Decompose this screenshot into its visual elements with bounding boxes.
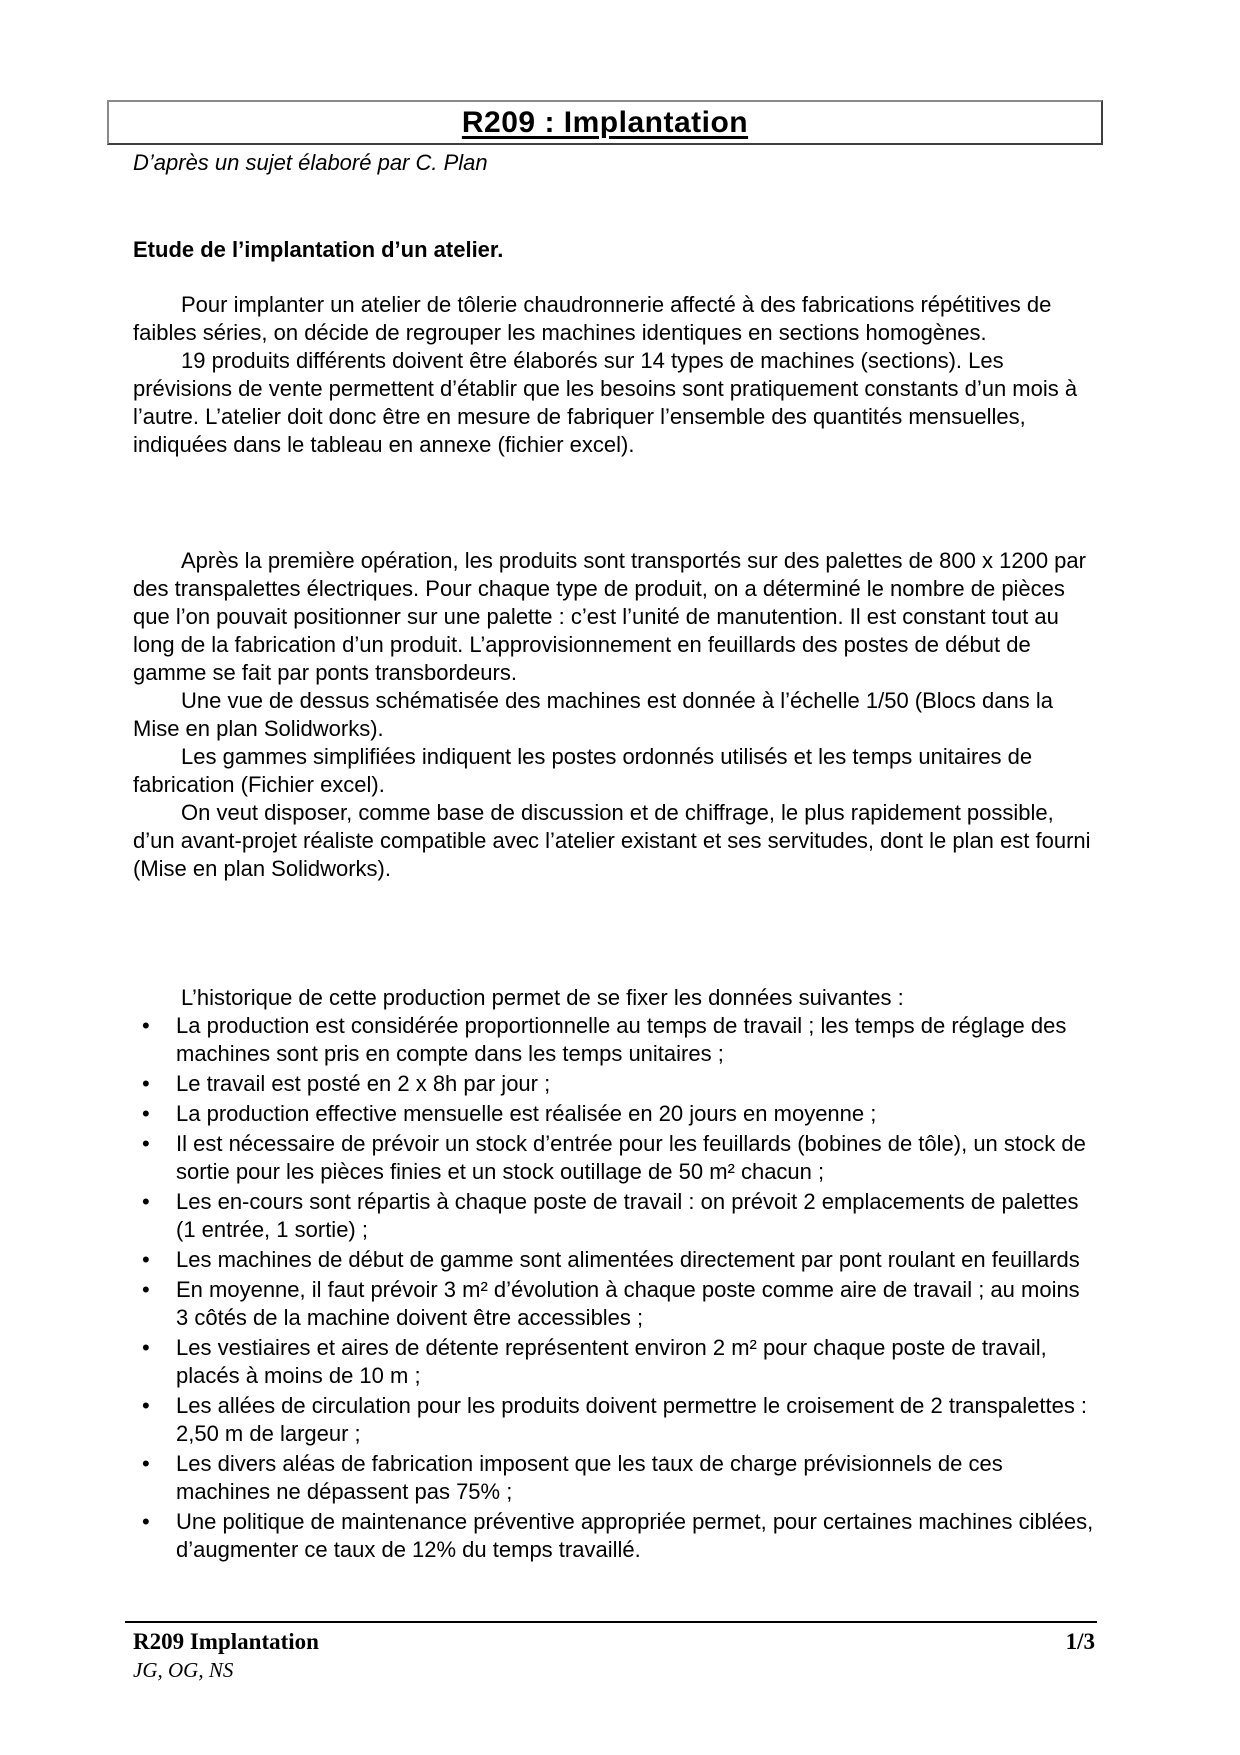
bullet-icon: • <box>142 1247 150 1272</box>
list-item <box>133 1450 1095 1506</box>
list-item-text: Les divers aléas de fabrication imposent que les taux de charge prévisionnels de ces machines ne dépassent pas 75% ; <box>176 1451 1003 1504</box>
list-item <box>133 1188 1095 1244</box>
list-item-text: La production effective mensuelle est réalisée en 20 jours en moyenne ; <box>176 1101 877 1126</box>
paragraph: L’historique de cette production permet de se fixer les données suivantes : <box>181 985 904 1010</box>
list-item-text: Une politique de maintenance préventive appropriée permet, pour certaines machines ciblées, d’augmenter ce taux de 12% du temps travaillé. <box>176 1509 1094 1562</box>
list-item-text: Les en-cours sont répartis à chaque poste de travail : on prévoit 2 emplacements de palettes (1 entrée, 1 sortie) ; <box>176 1189 1079 1242</box>
list-item-text: Il est nécessaire de prévoir un stock d’entrée pour les feuillards (bobines de tôle), un stock de sortie pour les pièces finies et un stock outillage de 50 m² chacun ; <box>176 1131 1086 1184</box>
paragraph: Pour implanter un atelier de tôlerie chaudronnerie affecté à des fabrications répétitives de faibles séries, on décide de regrouper les machines identiques en sections homogènes. <box>133 292 1052 345</box>
list-intro <box>133 984 1095 1012</box>
footer-divider <box>125 1621 1097 1623</box>
paragraph-block-1 <box>133 291 1095 459</box>
list-item <box>133 1100 1095 1128</box>
list-item-text: Les allées de circulation pour les produits doivent permettre le croisement de 2 transpalettes : 2,50 m de largeur ; <box>176 1393 1088 1446</box>
list-item <box>133 1276 1095 1332</box>
bullet-icon: • <box>142 1101 150 1126</box>
footer-authors: JG, OG, NS <box>133 1658 234 1682</box>
list-item-text: La production est considérée proportionnelle au temps de travail ; les temps de réglage des machines sont pris en compte dans les temps unitaires ; <box>176 1013 1067 1066</box>
bullet-icon: • <box>142 1393 150 1418</box>
section-heading: Etude de l’implantation d’un atelier. <box>133 237 504 262</box>
list-item <box>133 1392 1095 1448</box>
title-box <box>107 100 1103 145</box>
list-item <box>133 1246 1095 1274</box>
paragraph: Une vue de dessus schématisée des machines est donnée à l’échelle 1/50 (Blocs dans la Mise en plan Solidworks). <box>133 688 1053 741</box>
paragraph: Après la première opération, les produits sont transportés sur des palettes de 800 x 1200 par des transpalettes électriques. Pour chaque type de produit, on a déterminé le nombre de pièces que l’on pouvait positionner sur une palette : c’est l’unité de manutention. Il est constant tout au long de la fabrication d’un produit. L’approvisionnement en feuillards des postes de début de gamme se fait par ponts transbordeurs. <box>133 548 1086 685</box>
bullet-icon: • <box>142 1131 150 1156</box>
document-title: R209 : Implantation <box>461 105 749 139</box>
bullet-icon: • <box>142 1277 150 1302</box>
paragraph: Les gammes simplifiées indiquent les postes ordonnés utilisés et les temps unitaires de fabrication (Fichier excel). <box>133 744 1033 797</box>
footer-page-number: 1/3 <box>1065 1629 1095 1654</box>
list-item-text: Les vestiaires et aires de détente représentent environ 2 m² pour chaque poste de travail, placés à moins de 10 m ; <box>176 1335 1047 1388</box>
bullet-icon: • <box>142 1013 150 1038</box>
paragraph-block-2 <box>133 547 1095 883</box>
bullet-icon: • <box>142 1509 150 1534</box>
bullet-icon: • <box>142 1451 150 1476</box>
list-item <box>133 1130 1095 1186</box>
paragraph: On veut disposer, comme base de discussion et de chiffrage, le plus rapidement possible, d’un avant-projet réaliste compatible avec l’atelier existant et ses servitudes, dont le plan est fourni (Mise en plan Solidworks). <box>133 800 1091 881</box>
list-item <box>133 1070 1095 1098</box>
list-item <box>133 1508 1095 1564</box>
paragraph: 19 produits différents doivent être élaborés sur 14 types de machines (sections). Les prévisions de vente permettent d’établir que les besoins sont pratiquement constants d’un mois à l’autre. L’atelier doit donc être en mesure de fabriquer l’ensemble des quantités mensuelles, indiquées dans le tableau en annexe (fichier excel). <box>133 348 1078 457</box>
bullet-list <box>133 1012 1095 1566</box>
list-item-text: Les machines de début de gamme sont alimentées directement par pont roulant en feuillards <box>176 1247 1080 1272</box>
bullet-icon: • <box>142 1189 150 1214</box>
document-subtitle: D’après un sujet élaboré par C. Plan <box>133 150 488 175</box>
list-item-text: En moyenne, il faut prévoir 3 m² d’évolution à chaque poste comme aire de travail ; au moins 3 côtés de la machine doivent être accessibles ; <box>176 1277 1080 1330</box>
bullet-icon: • <box>142 1071 150 1096</box>
bullet-icon: • <box>142 1335 150 1360</box>
footer-doc-ref: R209 Implantation <box>133 1629 319 1654</box>
list-item <box>133 1334 1095 1390</box>
list-item <box>133 1012 1095 1068</box>
list-item-text: Le travail est posté en 2 x 8h par jour ; <box>176 1071 551 1096</box>
